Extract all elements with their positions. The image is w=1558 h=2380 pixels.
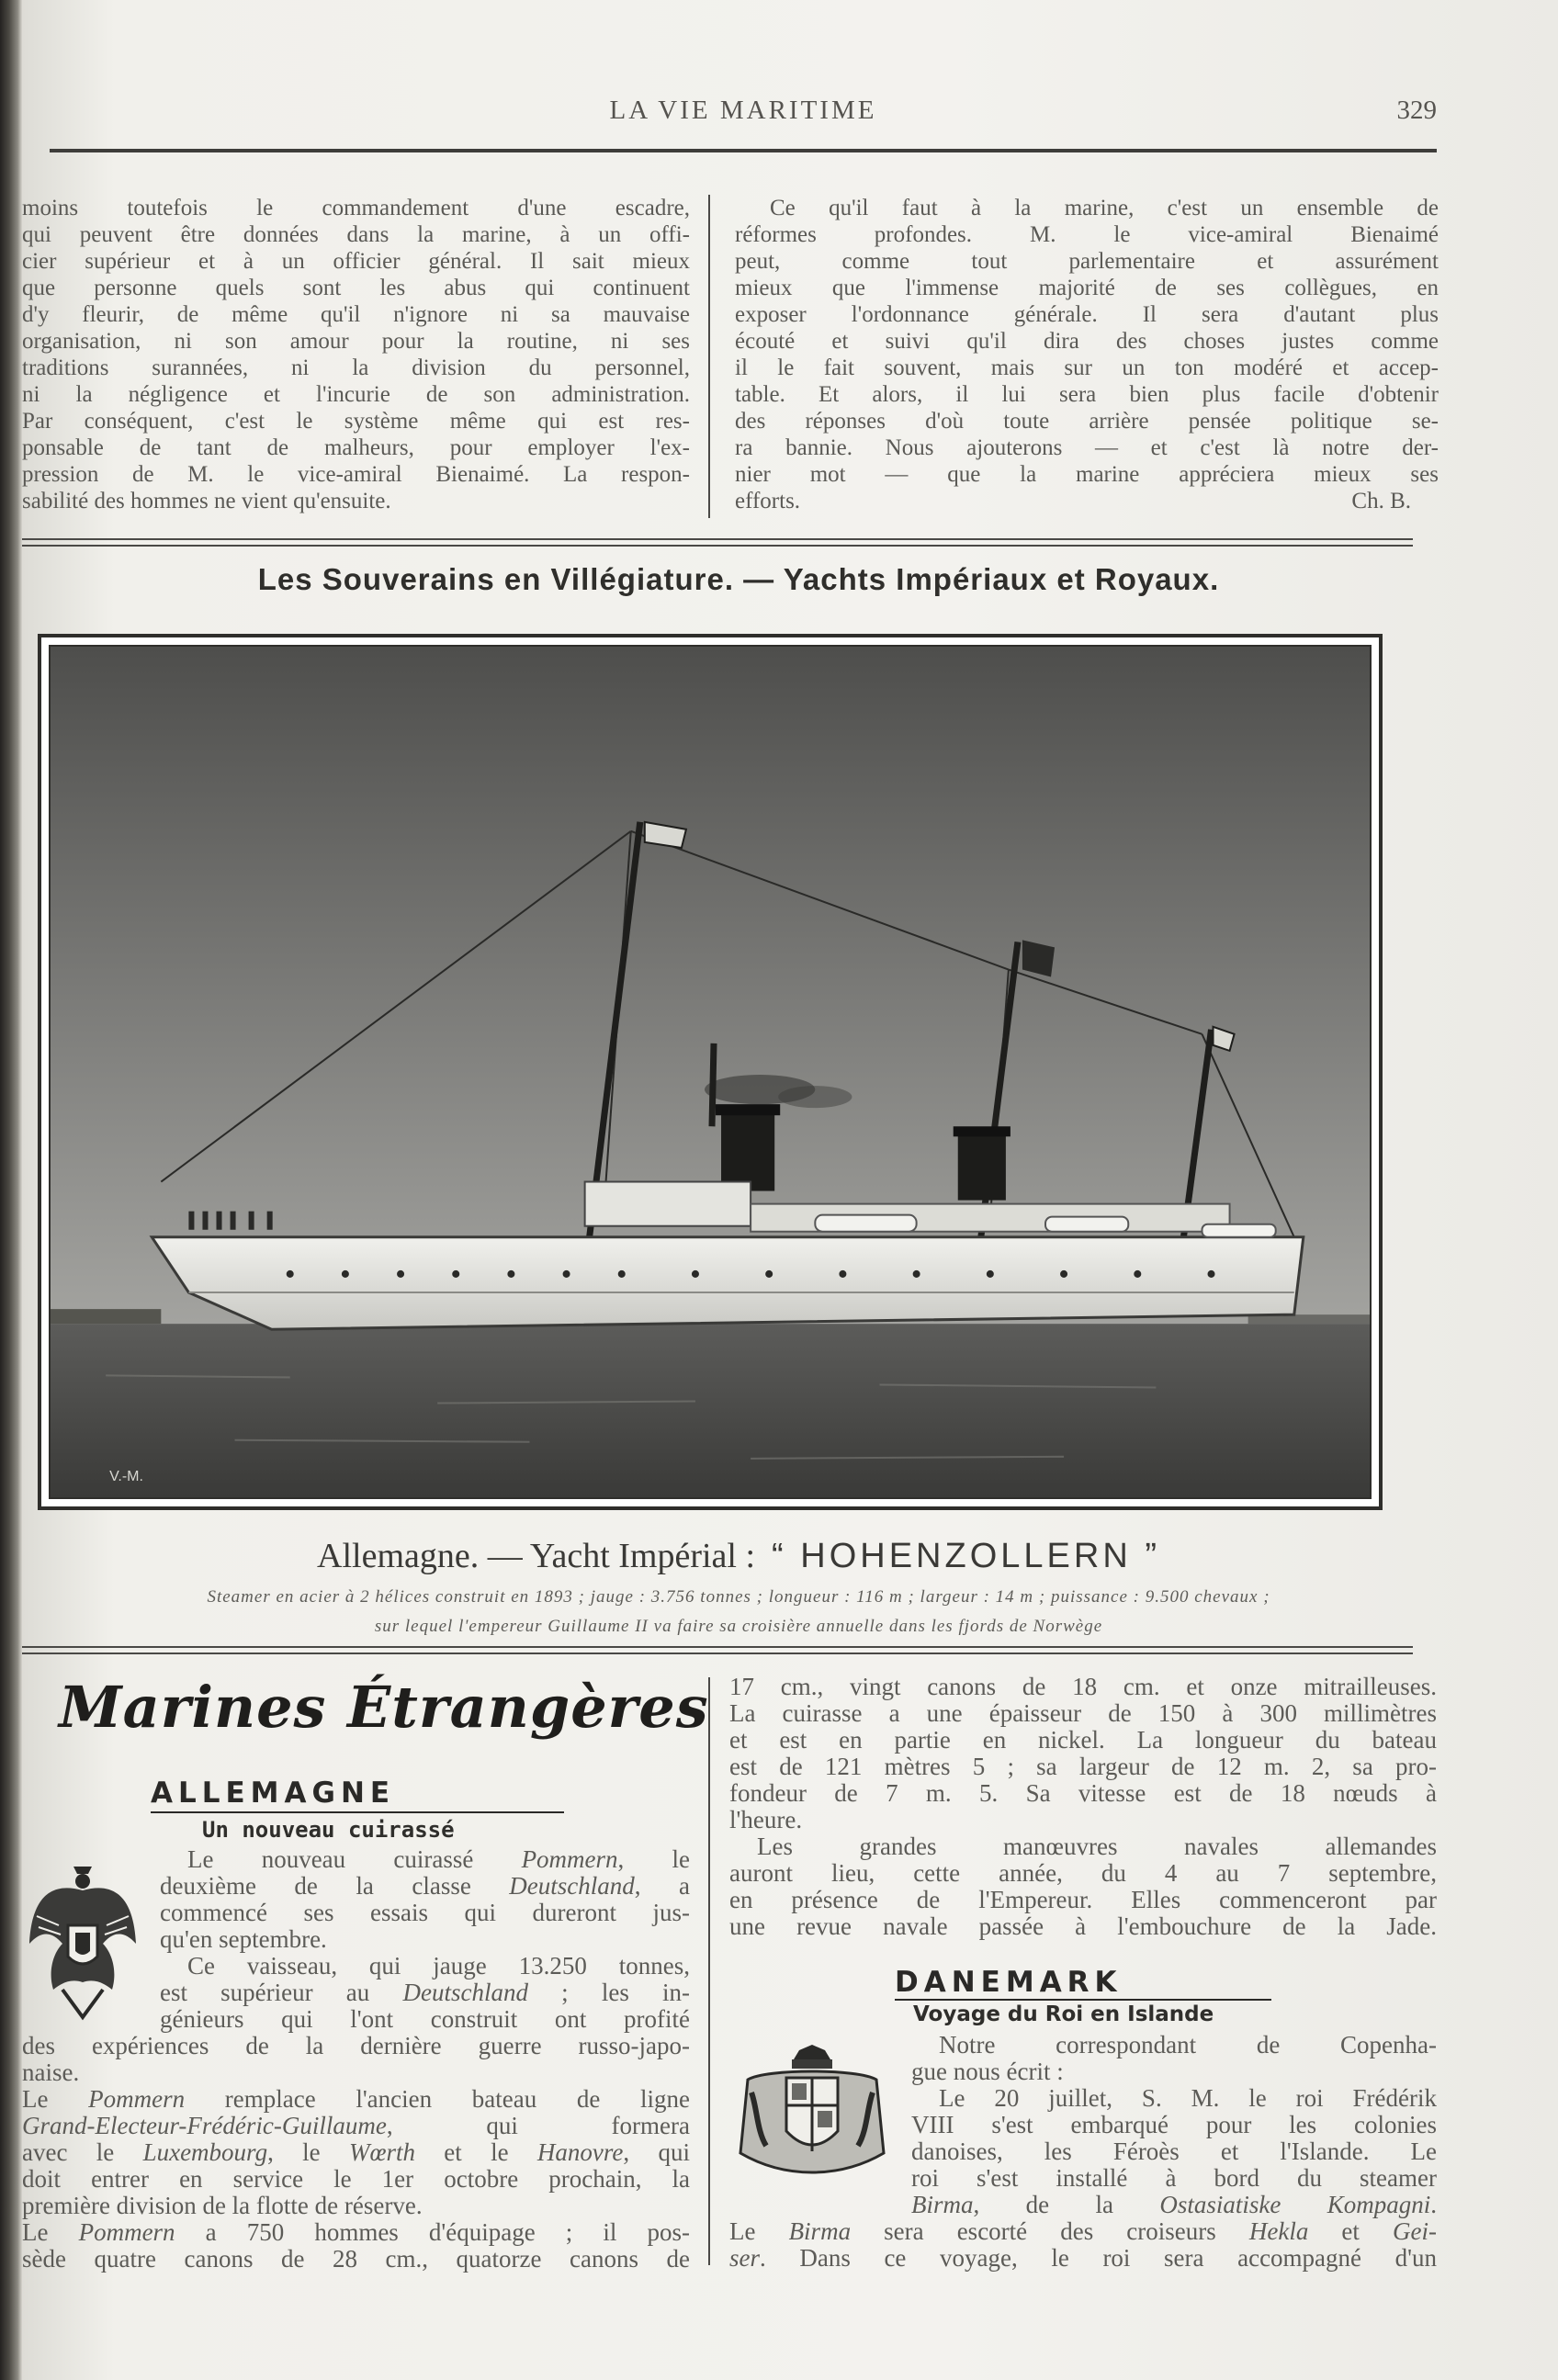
text-line: auront lieu, cette année, du 4 au 7 septembre, xyxy=(729,1860,1437,1887)
running-title: LA VIE MARITIME xyxy=(609,96,877,125)
text-line: Les grandes manœuvres navales allemandes xyxy=(757,1833,1437,1860)
article-subheading: Un nouveau cuirassé xyxy=(202,1817,455,1843)
text-line: La cuirasse a une épaisseur de 150 à 300 millimètres xyxy=(729,1700,1437,1727)
text-line: d'y fleurir, de même qu'il n'ignore ni sa mauvaise xyxy=(22,302,690,327)
text-line: Le Pommern a 750 hommes d'équipage ; il pos- xyxy=(22,2219,690,2246)
text-line: qui peuvent être données dans la marine, à un offi- xyxy=(22,222,690,247)
text-line: commencé ses essais qui dureront jus- xyxy=(160,1900,690,1926)
text-line: moins toutefois le commandement d'une escadre, xyxy=(22,196,690,220)
text-line: traditions surannées, ni la division du personnel, xyxy=(22,355,690,380)
caption-ship-name: “ HOHENZOLLERN ” xyxy=(772,1537,1160,1575)
yacht-illustration xyxy=(51,647,1370,1497)
text-line: ni la négligence et l'incurie de son administration. xyxy=(22,382,690,407)
text-line: Le Birma sera escorté des croiseurs Hekla et Gei- xyxy=(729,2218,1437,2245)
text-line: gue nous écrit : xyxy=(911,2059,1064,2085)
text-line: ra bannie. Nous ajouterons — et c'est là notre der- xyxy=(735,435,1439,460)
section-divider xyxy=(22,1646,1413,1654)
text-line: Grand-Electeur-Frédéric-Guillaume, qui formera xyxy=(22,2113,690,2139)
text-line: l'heure. xyxy=(729,1807,803,1833)
country-underline xyxy=(895,1999,1271,2001)
text-line: Le nouveau cuirassé Pommern, le xyxy=(187,1846,690,1873)
text-line: sède quatre canons de 28 cm., quatorze canons de xyxy=(22,2246,690,2273)
caption-prefix: Allemagne. — Yacht Impérial : xyxy=(317,1537,756,1575)
text-line: danoises, les Féroès et l'Islande. Le xyxy=(911,2138,1437,2165)
article-subheading: Voyage du Roi en Islande xyxy=(913,2002,1214,2026)
text-line: fondeur de 7 m. 5. Sa vitesse est de 18 nœuds à xyxy=(729,1780,1437,1807)
text-line: réformes profondes. M. le vice-amiral Bienaimé xyxy=(735,222,1439,247)
text-line: Birma, de la Ostasiatiske Kompagni. xyxy=(911,2192,1437,2218)
caption-details-line-2: sur lequel l'empereur Guillaume II va faire sa croisière annuelle dans les fjords de Norwège xyxy=(374,1617,1103,1636)
germany-article xyxy=(22,1846,690,2273)
denmark-article xyxy=(729,2032,1437,2272)
text-line: pression de M. le vice-amiral Bienaimé. La respon- xyxy=(22,462,690,487)
book-spine xyxy=(0,0,22,2380)
text-line: organisation, ni son amour pour la routine, ni ses xyxy=(22,329,690,354)
text-line: est supérieur au Deutschland ; les in- xyxy=(160,1980,690,2006)
text-line: naise. xyxy=(22,2059,80,2086)
author-signature: Ch. B. xyxy=(1351,489,1411,513)
section-heading: Marines Étrangères xyxy=(59,1674,709,1741)
text-line: 17 cm., vingt canons de 18 cm. et onze mitrailleuses. xyxy=(729,1674,1437,1700)
photo-watermark: V.-M. xyxy=(109,1467,144,1484)
text-line: cier supérieur et à un officier général. Il sait mieux xyxy=(22,249,690,274)
column-divider xyxy=(708,1677,710,2265)
text-line: ser. Dans ce voyage, le roi sera accompagné d'un xyxy=(729,2245,1437,2272)
text-line: Le 20 juillet, S. M. le roi Frédérik xyxy=(939,2085,1437,2112)
text-line: Par conséquent, c'est le système même qui est res- xyxy=(22,409,690,434)
text-line: mieux que l'immense majorité de ses collègues, en xyxy=(735,276,1439,300)
text-line: première division de la flotte de réserve. xyxy=(22,2193,423,2219)
country-underline xyxy=(151,1811,564,1813)
text-line: qu'en septembre. xyxy=(160,1926,327,1953)
text-line: une revue navale passée à l'embouchure de la Jade. xyxy=(729,1913,1437,1940)
photo-caption-title xyxy=(22,1536,1455,1576)
top-right-column xyxy=(735,195,1439,515)
text-line: des expériences de la dernière guerre russo-japo- xyxy=(22,2033,690,2059)
text-line: roi s'est installé à bord du steamer xyxy=(911,2165,1437,2192)
magazine-page xyxy=(22,0,1558,2380)
text-line: en présence de l'Empereur. Elles commenceront par xyxy=(729,1887,1437,1913)
text-line: Ce qu'il faut à la marine, c'est un ensemble de xyxy=(770,196,1439,220)
text-line: table. Et alors, il lui sera bien plus facile d'obtenir xyxy=(735,382,1439,407)
country-heading-denmark: DANEMARK xyxy=(895,1966,1123,1999)
text-line: sabilité des hommes ne vient qu'ensuite. xyxy=(22,489,391,513)
running-head xyxy=(50,96,1437,132)
text-line: écouté et suivi qu'il dira des choses justes comme xyxy=(735,329,1439,354)
caption-details-line-1: Steamer en acier à 2 hélices construit en 1893 ; jauge : 3.756 tonnes ; longueur : 116 m ; largeur : 14 m ; puissance : 9.500 chevaux ; xyxy=(207,1587,1270,1607)
text-line: Ce vaisseau, qui jauge 13.250 tonnes, xyxy=(187,1953,690,1980)
text-line: Le Pommern remplace l'ancien bateau de ligne xyxy=(22,2086,690,2113)
text-line: des réponses d'où toute arrière pensée politique se- xyxy=(735,409,1439,434)
signature-line xyxy=(735,488,1439,515)
text-line: est de 121 mètres 5 ; sa largeur de 12 m. 2, sa pro- xyxy=(729,1754,1437,1780)
text-line: Notre correspondant de Copenha- xyxy=(939,2032,1437,2059)
text-line: avec le Luxembourg, le Wœrth et le Hanovre, qui xyxy=(22,2139,690,2166)
column-divider xyxy=(708,195,710,518)
yacht-photograph xyxy=(38,634,1383,1510)
feature-title: Les Souverains en Villégiature. — Yachts Impériaux et Royaux. xyxy=(257,562,1220,596)
germany-article-continued xyxy=(729,1674,1437,1940)
section-divider xyxy=(22,538,1413,547)
text-line: génieurs qui l'ont construit ont profité xyxy=(160,2006,690,2033)
header-rule xyxy=(50,149,1437,152)
country-heading-germany: ALLEMAGNE xyxy=(151,1777,396,1810)
closing-word: efforts. xyxy=(735,489,801,513)
text-line: VIII s'est embarqué pour les colonies xyxy=(911,2112,1437,2138)
text-line: peut, comme tout parlementaire et assurément xyxy=(735,249,1439,274)
text-line: ponsable de tant de malheurs, pour employer l'ex- xyxy=(22,435,690,460)
photo-image xyxy=(49,645,1372,1499)
top-left-column xyxy=(22,195,690,514)
text-line: deuxième de la classe Deutschland, a xyxy=(160,1873,690,1900)
text-line: que personne quels sont les abus qui continuent xyxy=(22,276,690,300)
text-line: exposer l'ordonnance générale. Il sera d'autant plus xyxy=(735,302,1439,327)
page-number: 329 xyxy=(1396,96,1437,125)
text-line: nier mot — que la marine appréciera mieux ses xyxy=(735,462,1439,487)
text-line: doit entrer en service le 1er octobre prochain, la xyxy=(22,2166,690,2193)
text-line: il le fait souvent, mais sur un ton modéré et accep- xyxy=(735,355,1439,380)
text-line: et est en partie en nickel. La longueur du bateau xyxy=(729,1727,1437,1754)
